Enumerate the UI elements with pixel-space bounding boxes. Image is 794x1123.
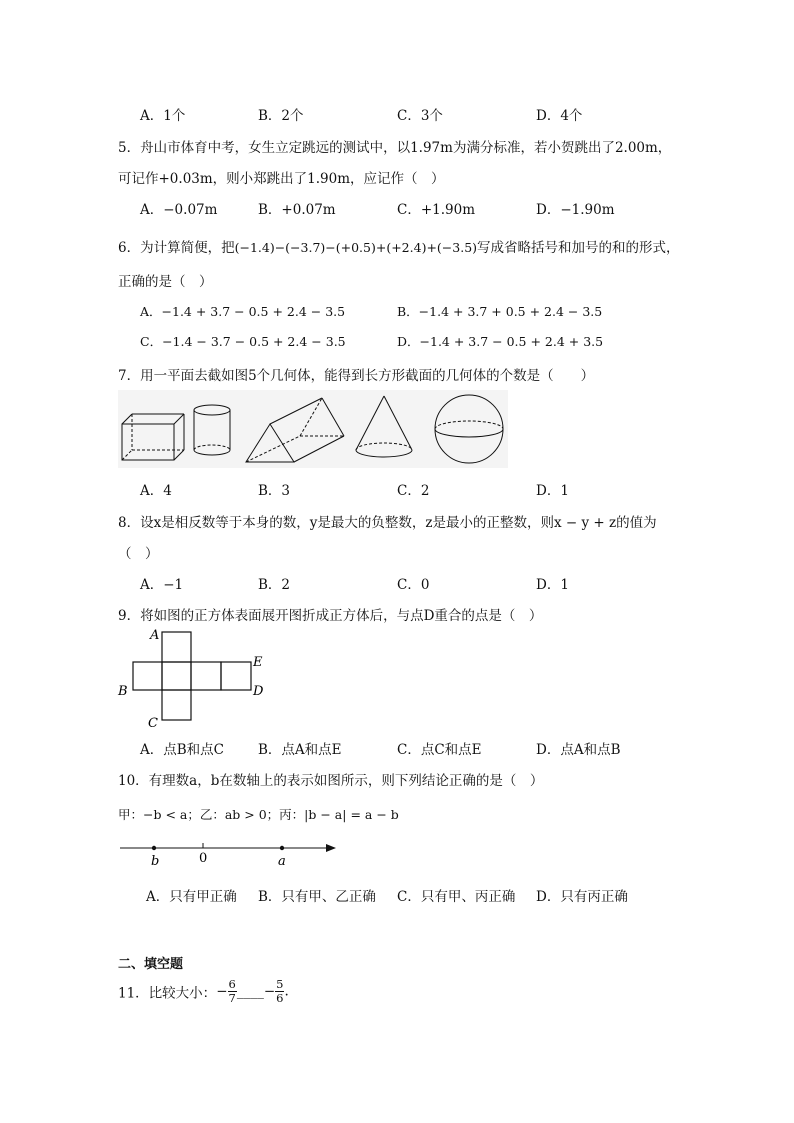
cube-net-squares <box>133 632 251 720</box>
q7-line1: 7．用一平面去截如图5个几何体，能得到长方形截面的几何体的个数是（ ） <box>118 368 595 384</box>
q6-option-d: D．−1.4 + 3.7 − 0.5 + 2.4 + 3.5 <box>397 334 604 349</box>
label-d: D <box>253 684 264 699</box>
frac2-sign: − <box>263 983 276 1000</box>
section-title-fill-in: 二、填空题 <box>118 957 184 972</box>
label-a: A <box>150 628 160 643</box>
q6-suffix: 写成省略括号和加号的和的形式， <box>477 240 680 256</box>
q11-blank: ____ <box>236 983 264 1000</box>
frac2-denominator: 6 <box>276 991 284 1005</box>
q11-prefix: 11．比较大小： <box>118 985 217 1002</box>
q8-option-a: A．−1 <box>140 577 184 593</box>
q5-option-c: C．+1.90m <box>397 202 476 218</box>
q11-line <box>118 978 289 1005</box>
q9-line1: 9．将如图的正方体表面展开图折成正方体后，与点D重合的点是（ ） <box>118 608 543 624</box>
q6-option-a: A．−1.4 + 3.7 − 0.5 + 2.4 − 3.5 <box>140 304 346 319</box>
q10-option-a: A．只有甲正确 <box>146 889 237 905</box>
q10-line1: 10．有理数a，b在数轴上的表示如图所示，则下列结论正确的是（ ） <box>118 773 544 789</box>
q5-option-d: D．−1.90m <box>536 202 615 218</box>
q10-option-b: B．只有甲、乙正确 <box>258 889 376 905</box>
q10-option-c: C．只有甲、丙正确 <box>397 889 516 905</box>
cube-net-figure <box>116 624 276 734</box>
q5-option-b: B．+0.07m <box>258 202 336 218</box>
label-b: B <box>118 684 128 699</box>
q6-prefix: 6．为计算简便，把 <box>118 240 235 256</box>
frac1-numerator: 6 <box>228 977 236 991</box>
frac1-denominator: 7 <box>228 991 236 1005</box>
q9-option-b: B．点A和点E <box>258 742 342 758</box>
fraction-six-sevenths <box>228 978 237 1005</box>
q8-line2: （ ） <box>118 546 159 562</box>
q5-line1: 5．舟山市体育中考，女生立定跳远的测试中，以1.97m为满分标准，若小贺跳出了2.00m， <box>118 140 672 156</box>
frac1-sign: − <box>216 983 228 1000</box>
q8-line1: 8．设x是相反数等于本身的数，y是最大的负整数，z是最小的正整数，则x − y + z的值为 <box>118 515 657 531</box>
q8-option-b: B．2 <box>258 577 291 593</box>
q10-line2: 甲：−b < a；乙：ab > 0；丙：|b − a| = a − b <box>118 807 399 822</box>
q6-expression: (−1.4)−(−3.7)−(+0.5)+(+2.4)+(−3.5) <box>234 240 478 255</box>
q4-option-c: C．3个 <box>397 108 443 124</box>
label-e: E <box>253 655 263 670</box>
q7-option-c: C．2 <box>397 483 430 499</box>
q7-option-b: B．3 <box>258 483 291 499</box>
q4-option-d: D．4个 <box>536 108 583 124</box>
q8-option-d: D．1 <box>536 577 569 593</box>
axis-label-b: b <box>151 854 160 869</box>
q5-option-a: A．−0.07m <box>140 202 218 218</box>
number-line-figure <box>116 838 340 870</box>
q9-option-d: D．点A和点B <box>536 742 621 758</box>
axis-label-a: a <box>278 854 286 869</box>
q6-option-c: C．−1.4 − 3.7 − 0.5 + 2.4 − 3.5 <box>140 334 346 349</box>
q6-line2: 正确的是（ ） <box>118 274 213 290</box>
q6-option-b: B．−1.4 + 3.7 + 0.5 + 2.4 − 3.5 <box>397 304 603 319</box>
q9-option-a: A．点B和点C <box>140 742 224 758</box>
q4-option-a: A．1个 <box>140 108 186 124</box>
q11-suffix: . <box>284 983 289 1000</box>
geometric-solids-figure <box>118 390 508 468</box>
axis-label-zero: 0 <box>199 851 208 866</box>
q6-line1 <box>118 236 680 256</box>
frac2-numerator: 5 <box>276 977 284 991</box>
q8-option-c: C．0 <box>397 577 430 593</box>
q7-option-a: A．4 <box>140 483 172 499</box>
q5-line2: 可记作+0.03m，则小郑跳出了1.90m，应记作（ ） <box>118 171 445 187</box>
point-a <box>280 846 284 850</box>
q10-option-d: D．只有丙正确 <box>536 889 628 905</box>
q4-option-b: B．2个 <box>258 108 304 124</box>
q7-option-d: D．1 <box>536 483 569 499</box>
label-c: C <box>148 716 158 731</box>
q9-option-c: C．点C和点E <box>397 742 482 758</box>
number-line-arrow <box>326 844 336 852</box>
point-b <box>152 846 156 850</box>
